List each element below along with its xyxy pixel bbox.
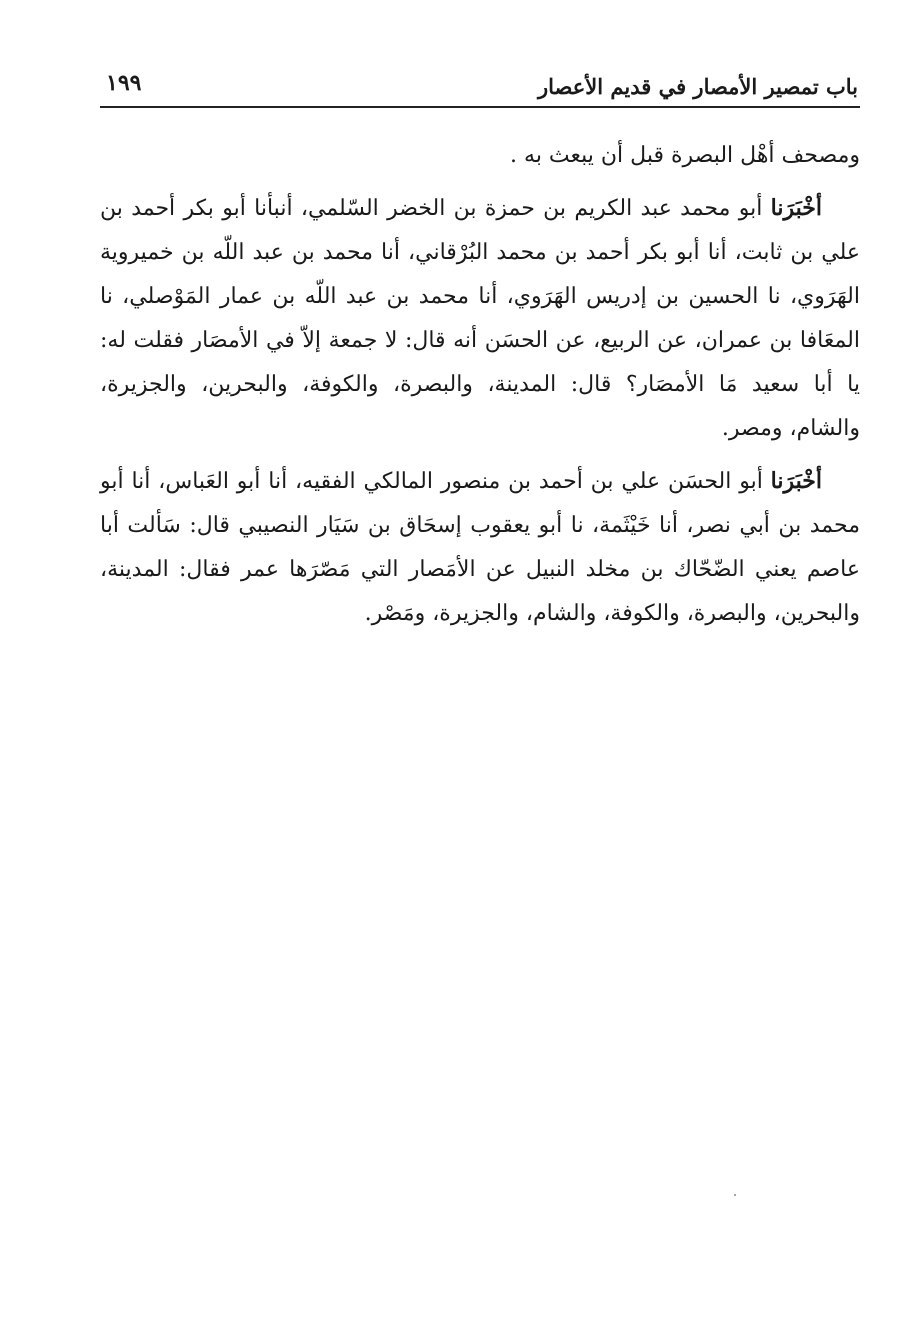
paragraph-text: أبو محمد عبد الكريم بن حمزة بن الخضر السّلمي، أنبأنا أبو بكر أحمد بن علي بن ثابت، أنا أبو بكر أحمد بن محمد البُرْقاني، أنا محمد بن عبد اللّه بن خميروية الهَرَوي، نا الحسين بن إدريس الهَرَوي، أنا محمد بن عبد اللّه بن عمار المَوْصلي، نا المعَافا بن عمران، عن الربيع، عن الحسَن أنه قال: لا جمعة إلاّ في الأمصَار فقلت له: يا أبا سعيد مَا الأمصَار؟ قال: المدينة، والبصرة، والكوفة، والبحرين، والجزيرة، والشام، ومصر. xyxy=(100,196,860,441)
paragraph-text: ومصحف أهْل البصرة قبل أن يبعث به . xyxy=(510,143,860,168)
paragraph-lead-word: أخْبَرَنا xyxy=(770,195,822,221)
page-number: ١٩٩ xyxy=(106,70,142,96)
paragraph-lead-word: أخْبَرَنا xyxy=(770,468,822,494)
paragraph-2 xyxy=(100,186,860,451)
page-header xyxy=(100,66,860,108)
paragraph-text: أبو الحسَن علي بن أحمد بن منصور المالكي الفقيه، أنا أبو العَباس، أنا أبو محمد بن أبي نصر، أنا خَيْثَمة، نا أبو يعقوب إسحَاق بن سَيَار النصيبي قال: سَألت أبا عاصم يعني الضّحّاك بن مخلد النبيل عن الأمَصار التي مَصّرَها عمر فقال: المدينة، والبحرين، والبصرة، والكوفة، والشام، والجزيرة، ومَصْر. xyxy=(100,469,860,626)
paragraph-3 xyxy=(100,459,860,636)
paragraph-1 xyxy=(100,134,860,178)
body-text xyxy=(100,134,860,636)
running-title: باب تمصير الأمصار في قديم الأعصار xyxy=(537,74,858,99)
scan-speck xyxy=(734,1194,736,1196)
